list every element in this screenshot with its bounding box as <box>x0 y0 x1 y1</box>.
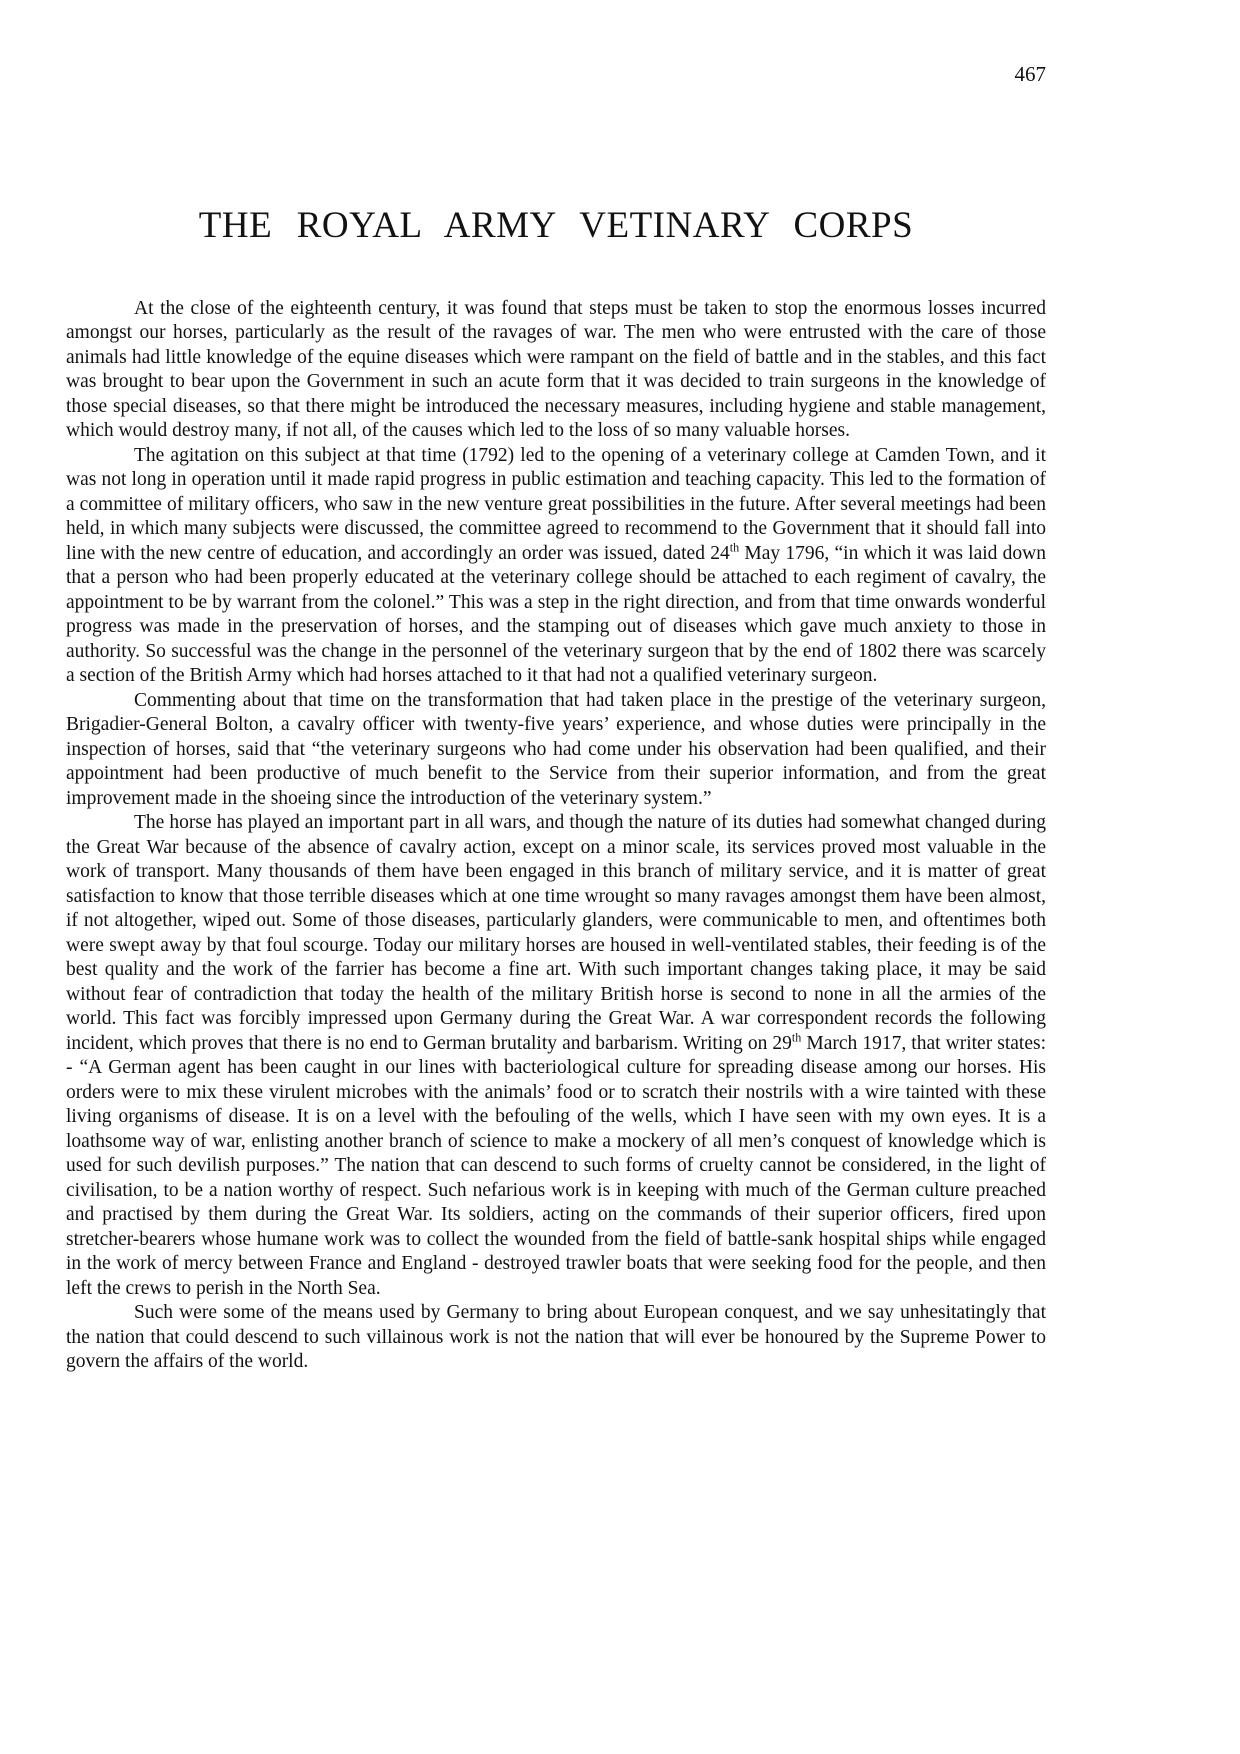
page-number: 467 <box>1014 62 1046 86</box>
paragraph-text: May 1796, “in which it was laid down that a person who had been properly educated at the veterinary college should be attached to each regiment of cavalry, the appointment to be by warrant from the colonel.” This was a step in the right direction, and from that time onwards wonderful progress was made in the preservation of horses, and the stamping out of diseases which gave much anxiety to those in authority. So successful was the change in the personnel of the veterinary surgeon that by the end of 1802 there was scarcely a section of the British Army which had horses attached to it that had not a qualified veterinary surgeon. <box>66 542 1046 687</box>
paragraph <box>66 444 1046 689</box>
paragraph-text: The agitation on this subject at that time (1792) led to the opening of a veterinary college at Camden Town, and it was not long in operation until it made rapid progress in public estimation and teaching capacity. This led to the formation of a committee of military officers, who saw in the new venture great possibilities in the future. After several meetings had been held, in which many subjects were discussed, the committee agreed to recommend to the Government that it should fall into line with the new centre of education, and accordingly an order was issued, dated 24 <box>66 444 1046 564</box>
ordinal-superscript: th <box>791 1030 802 1045</box>
page-title: THE ROYAL ARMY VETINARY CORPS <box>198 205 914 246</box>
paragraph-text: At the close of the eighteenth century, it was found that steps must be taken to stop the enormous losses incurred amongst our horses, particularly as the result of the ravages of war. The men who were entrusted with the care of those animals had little knowledge of the equine diseases which were rampant on the field of battle and in the stables, and this fact was brought to bear upon the Government in such an acute form that it was decided to train surgeons in the knowledge of those special diseases, so that there might be introduced the necessary measures, including hygiene and stable management, which would destroy many, if not all, of the causes which led to the loss of so many valuable horses. <box>66 297 1046 442</box>
paragraph-text: The horse has played an important part in all wars, and though the nature of its duties had somewhat changed during the Great War because of the absence of cavalry action, except on a minor scale, its services proved most valuable in the work of transport. Many thousands of them have been engaged in this branch of military service, and it is matter of great satisfaction to know that those terrible diseases which at one time wrought so many ravages amongst them have been almost, if not altogether, wiped out. Some of those diseases, particularly glanders, were communicable to men, and oftentimes both were swept away by that foul scourge. Today our military horses are housed in well-ventilated stables, their feeding is of the best quality and the work of the farrier has become a fine art. With such important changes taking place, it may be said without fear of contradiction that today the health of the military British horse is second to none in all the armies of the world. This fact was forcibly impressed upon Germany during the Great War. A war correspondent records the following incident, which proves that there is no end to German brutality and barbarism. Writing on 29 <box>66 812 1046 1054</box>
paragraph <box>66 811 1046 1301</box>
paragraph-text: Commenting about that time on the transformation that had taken place in the prestige of the veterinary surgeon, Brigadier-General Bolton, a cavalry officer with twenty-five years’ experience, and whose duties were principally in the inspection of horses, said that “the veterinary surgeons who had come under his observation had been qualified, and their appointment had been productive of much benefit to the Service from their superior information, and from the great improvement made in the shoeing since the introduction of the veterinary system.” <box>66 689 1046 809</box>
paragraph-text: Such were some of the means used by Germany to bring about European conquest, and we say unhesitatingly that the nation that could descend to such villainous work is not the nation that will ever be honoured by the Supreme Power to govern the affairs of the world. <box>66 1302 1046 1373</box>
paragraph <box>66 689 1046 812</box>
paragraph <box>66 1301 1046 1375</box>
paragraph <box>66 297 1046 444</box>
paragraph-text: March 1917, that writer states: - “A German agent has been caught in our lines with bacteriological culture for spreading disease among our horses. His orders were to mix these virulent microbes with the animals’ food or to scratch their nostrils with a wire tainted with these living organisms of disease. It is on a level with the befouling of the wells, which I have seen with my own eyes. It is a loathsome way of war, enlisting another branch of science to make a mockery of all men’s conquest of knowledge which is used for such devilish purposes.” The nation that can descend to such forms of cruelty cannot be considered, in the light of civilisation, to be a nation worthy of respect. Such nefarious work is in keeping with much of the German culture preached and practised by them during the Great War. Its soldiers, acting on the commands of their superior officers, fired upon stretcher-bearers whose humane work was to collect the wounded from the field of battle-sank hospital ships while engaged in the work of mercy between France and England - destroyed trawler boats that were seeking food for the people, and then left the crews to perish in the North Sea. <box>66 1032 1046 1299</box>
ordinal-superscript: th <box>729 540 740 555</box>
document-body <box>66 297 1046 1375</box>
